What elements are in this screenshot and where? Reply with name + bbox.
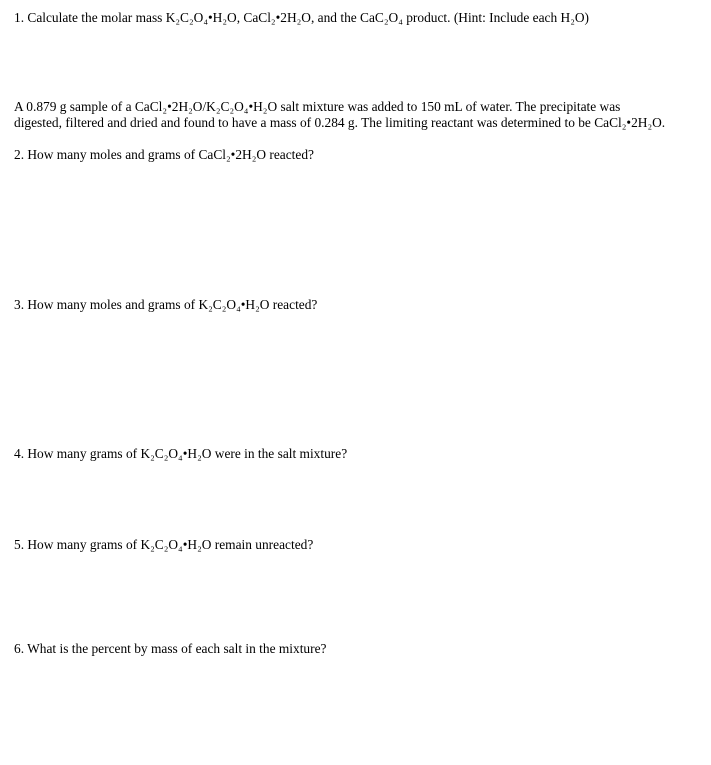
question-1: 1. Calculate the molar mass K₂C₂O₄•H₂O, CaCl₂•2H₂O, and the CaC₂O₄ product. (Hint: Include each H₂O) <box>14 10 589 25</box>
problem-statement-line-1: A 0.879 g sample of a CaCl₂•2H₂O/K₂C₂O₄•H₂O salt mixture was added to 150 mL of water. The precipitate was <box>14 99 621 114</box>
question-6: 6. What is the percent by mass of each salt in the mixture? <box>14 641 327 656</box>
question-5: 5. How many grams of K₂C₂O₄•H₂O remain unreacted? <box>14 537 314 552</box>
question-2: 2. How many moles and grams of CaCl₂•2H₂O reacted? <box>14 147 314 162</box>
question-4: 4. How many grams of K₂C₂O₄•H₂O were in the salt mixture? <box>14 446 348 461</box>
question-3: 3. How many moles and grams of K₂C₂O₄•H₂O reacted? <box>14 297 318 312</box>
problem-statement-line-2: digested, filtered and dried and found to have a mass of 0.284 g. The limiting reactant was determined to be CaCl₂•2H₂O. <box>14 115 666 130</box>
